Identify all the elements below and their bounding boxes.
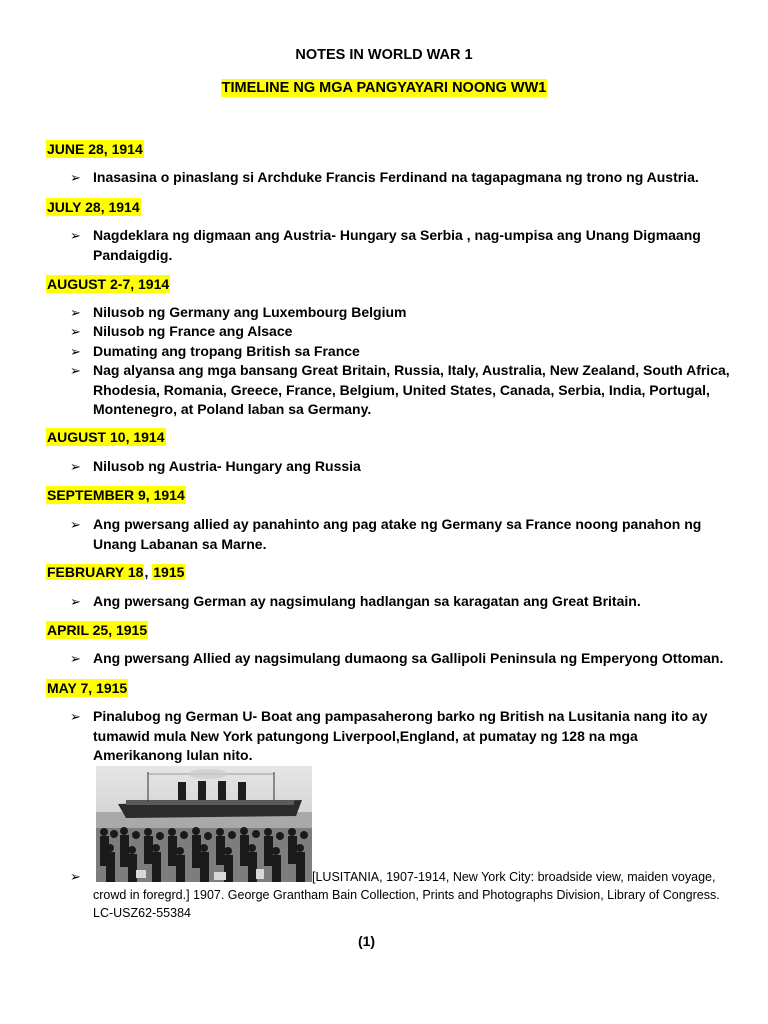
timeline-item-text: Ang pwersang German ay nagsimulang hadlangan sa karagatan ang Great Britain. <box>93 593 641 609</box>
date-heading-august-10-1914: AUGUST 10, 1914 <box>47 429 165 445</box>
arrowhead-bullet-icon: ➢ <box>70 228 81 243</box>
subtitle-container <box>0 79 768 97</box>
arrowhead-bullet-icon: ➢ <box>70 170 81 185</box>
timeline-item-text: Nilusob ng Austria- Hungary ang Russia <box>93 458 361 474</box>
arrowhead-bullet-icon: ➢ <box>70 651 81 666</box>
timeline-item <box>70 168 730 188</box>
photo-caption-first-line: [LUSITANIA, 1907-1914, New York City: broadside view, maiden voyage, <box>312 870 716 884</box>
date-heading-april-25-1915: APRIL 25, 1915 <box>47 622 148 638</box>
arrowhead-bullet-icon: ➢ <box>70 517 81 532</box>
photo-caption-item <box>70 868 730 922</box>
date-heading-part: 1915 <box>153 564 185 580</box>
timeline-item <box>70 361 730 420</box>
timeline-item-text: Pinalubog ng German U- Boat ang pampasaherong barko ng British na Lusitania nang ito ay tumawid mula New York patungong Liverpool,England, at pumatay ng 128 na mga Amerikanong lulan nito. <box>93 708 708 763</box>
arrowhead-bullet-icon: ➢ <box>70 709 81 724</box>
date-heading-part: FEBRUARY 18 <box>47 564 144 580</box>
arrowhead-bullet-icon: ➢ <box>70 344 81 359</box>
timeline-item <box>70 457 730 477</box>
timeline-item <box>70 226 730 265</box>
date-heading-september-9-1914: SEPTEMBER 9, 1914 <box>47 487 185 503</box>
document-title: NOTES IN WORLD WAR 1 <box>295 47 473 63</box>
timeline-item <box>70 322 730 342</box>
timeline-item-text: Nag alyansa ang mga bansang Great Britain, Russia, Italy, Australia, New Zealand, South Africa, Rhodesia, Romania, Greece, France, Belgium, United States, Canada, Serbia, India, Portugal, Montenegro, at Poland laban sa Germany. <box>93 362 730 417</box>
date-heading-separator: , <box>144 564 153 580</box>
date-heading-february-18-1915 <box>46 563 185 581</box>
date-heading-july-28-1914: JULY 28, 1914 <box>47 199 140 215</box>
timeline-item <box>70 515 730 554</box>
arrowhead-bullet-icon: ➢ <box>70 305 81 320</box>
date-heading-may-7-1915: MAY 7, 1915 <box>47 680 128 696</box>
date-heading-june-28-1914: JUNE 28, 1914 <box>47 141 143 157</box>
arrowhead-bullet-icon: ➢ <box>70 324 81 339</box>
document-subtitle: TIMELINE NG MGA PANGYAYARI NOONG WW1 <box>221 80 547 96</box>
timeline-item-text: Nilusob ng France ang Alsace <box>93 323 293 339</box>
timeline-item <box>70 649 730 669</box>
timeline-item <box>70 592 730 612</box>
arrowhead-bullet-icon: ➢ <box>70 459 81 474</box>
lusitania-photo <box>96 766 312 882</box>
timeline-item <box>70 342 730 362</box>
timeline-item-text: Dumating ang tropang British sa France <box>93 343 360 359</box>
timeline-item-text: Ang pwersang Allied ay nagsimulang dumaong sa Gallipoli Peninsula ng Emperyong Ottoman. <box>93 650 724 666</box>
timeline-item-text: Nilusob ng Germany ang Luxembourg Belgium <box>93 304 407 320</box>
date-heading-august-2-7-1914: AUGUST 2-7, 1914 <box>47 276 170 292</box>
timeline-item-text: Ang pwersang allied ay panahinto ang pag atake ng Germany sa France noong panahon ng Unang Labanan sa Marne. <box>93 516 702 552</box>
arrowhead-bullet-icon: ➢ <box>70 869 81 884</box>
timeline-item <box>70 707 730 766</box>
timeline-item-text: Nagdeklara ng digmaan ang Austria- Hungary sa Serbia , nag-umpisa ang Unang Digmaang Pandaigdig. <box>93 227 701 263</box>
timeline-item-text: Inasasina o pinaslang si Archduke Francis Ferdinand na tagapagmana ng trono ng Austria. <box>93 169 699 185</box>
arrowhead-bullet-icon: ➢ <box>70 363 81 378</box>
photo-caption-rest: crowd in foregrd.] 1907. George Grantham Bain Collection, Prints and Photographs Division, Library of Congress. LC-USZ62-55384 <box>93 888 720 920</box>
timeline-item <box>70 303 730 323</box>
page-number: (1) <box>357 933 376 949</box>
arrowhead-bullet-icon: ➢ <box>70 594 81 609</box>
